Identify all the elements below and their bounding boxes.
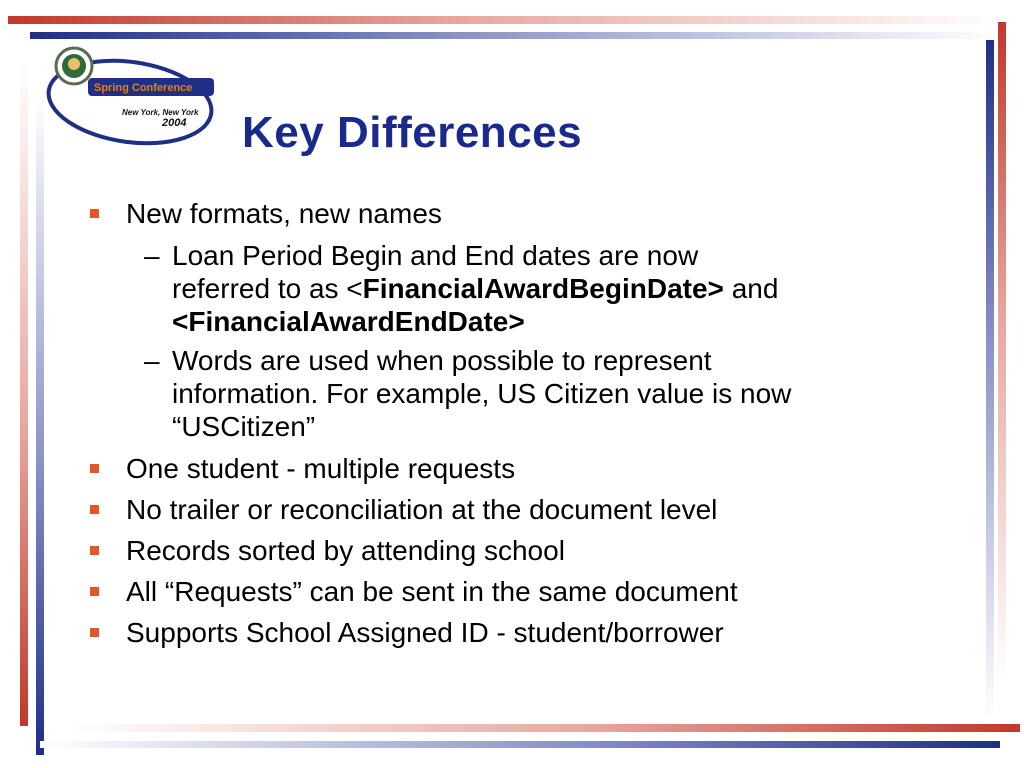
- bullet-text: Supports School Assigned ID - student/borrower: [126, 617, 724, 648]
- frame-right-red-bar: [998, 22, 1006, 682]
- logo-year: 2004: [162, 117, 187, 129]
- conference-logo: [44, 42, 230, 154]
- sub-bullet-line: Loan Period Begin and End dates are now: [172, 240, 699, 271]
- sub-bullet-dash: –: [144, 240, 160, 271]
- sub-bullet-dash: –: [144, 345, 160, 376]
- frame-top-blue-bar: [30, 32, 1000, 39]
- bullet-marker: [90, 464, 99, 473]
- bullet-text: New formats, new names: [126, 198, 442, 229]
- logo-swoosh-graphic: [44, 42, 230, 154]
- frame-left-blue-bar: [36, 95, 44, 755]
- bullet-text: All “Requests” can be sent in the same document: [126, 576, 738, 607]
- sub-bullet-bold-text: <FinancialAwardEndDate>: [172, 306, 525, 337]
- bullet-text: Records sorted by attending school: [126, 535, 565, 566]
- frame-right-blue-bar: [986, 40, 994, 720]
- bullet-text: One student - multiple requests: [126, 453, 516, 484]
- sub-bullet-line: “USCitizen”: [172, 411, 316, 442]
- bullet-marker: [90, 587, 99, 596]
- logo-city: New York, New York: [122, 108, 199, 117]
- frame-left-red-bar: [20, 60, 28, 726]
- sub-bullet-text: referred to as <: [172, 273, 363, 304]
- sub-bullet-line: [172, 273, 778, 305]
- sub-bullet-line: information. For example, US Citizen value is now: [172, 378, 792, 409]
- bullet-marker: [90, 546, 99, 555]
- sub-bullet-bold-text: FinancialAwardBeginDate>: [362, 273, 724, 304]
- sub-bullet-line: Words are used when possible to represent: [172, 345, 712, 376]
- bullet-text: No trailer or reconciliation at the document level: [126, 494, 718, 525]
- logo-title: Spring Conference: [94, 82, 193, 94]
- bullet-marker: [90, 505, 99, 514]
- sub-bullet-line: [172, 306, 525, 338]
- frame-bottom-red-bar: [70, 724, 1020, 732]
- bullet-marker: [90, 628, 99, 637]
- slide-title: Key Differences: [242, 108, 583, 157]
- bullet-marker: [90, 209, 99, 218]
- frame-bottom-blue-bar: [40, 741, 1000, 748]
- sub-bullet-text: and: [723, 273, 779, 304]
- frame-top-red-bar: [8, 16, 1008, 24]
